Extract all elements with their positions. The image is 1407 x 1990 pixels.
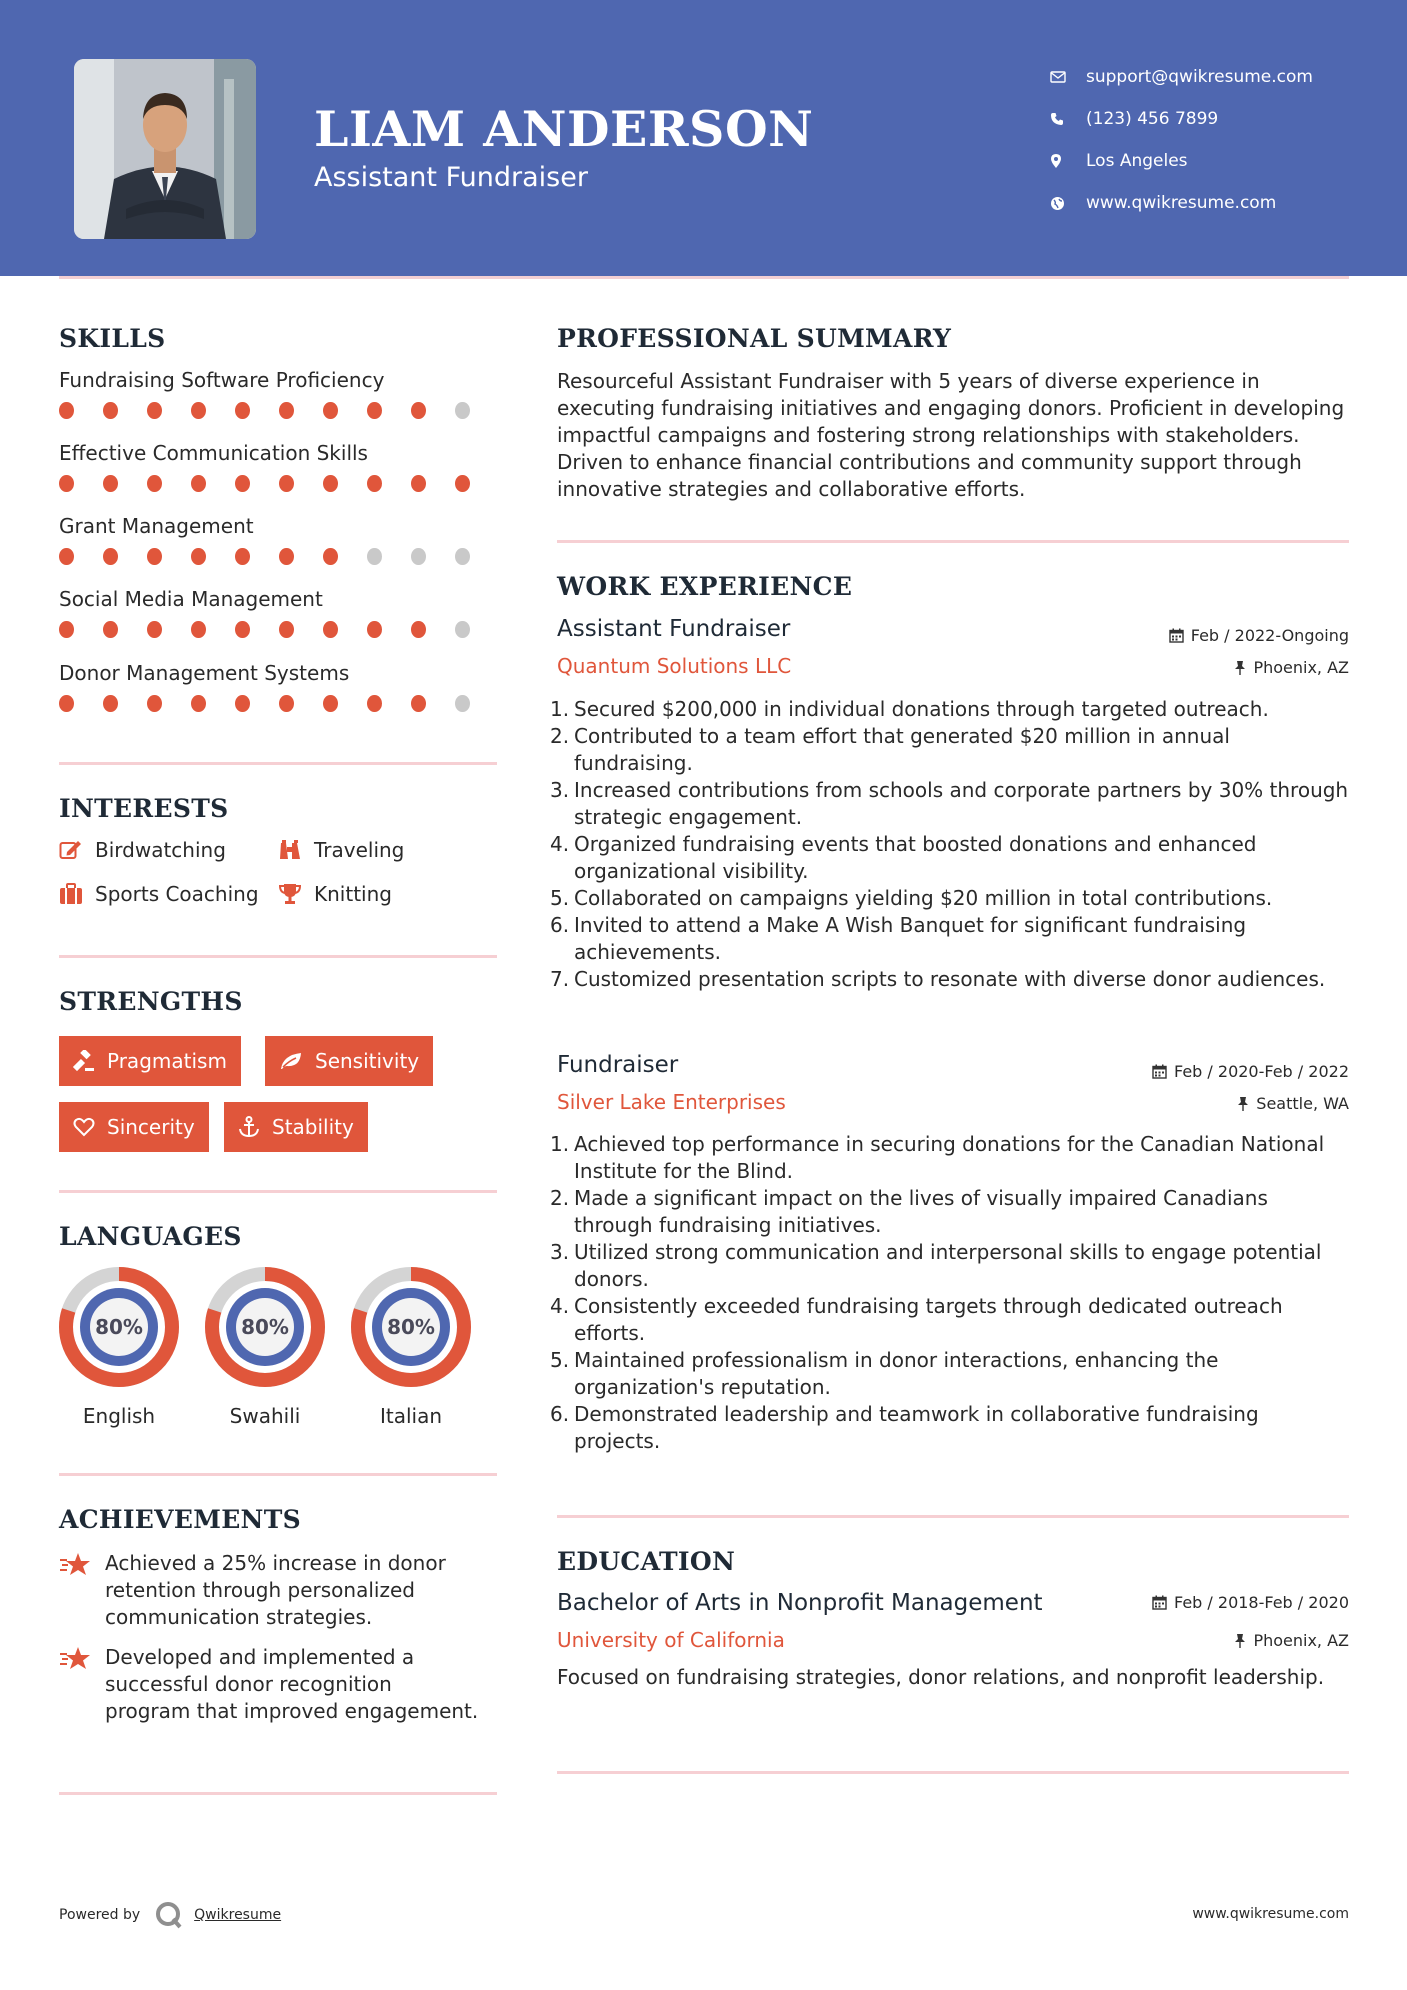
rating-dot-filled (367, 695, 382, 712)
calendar-icon (1152, 1064, 1167, 1079)
rating-dot-filled (235, 695, 250, 712)
achievement-text: Achieved a 25% increase in donor retention through personalized communication strategies. (105, 1551, 446, 1629)
rating-dot-filled (147, 402, 162, 419)
rating-dot-filled (279, 548, 294, 565)
rating-dot-filled (191, 548, 206, 565)
list-item: 6. Invited to attend a Make A Wish Banquet for significant fundraising achievements. (550, 913, 1247, 964)
star-icon (59, 1646, 91, 1672)
section-divider (557, 540, 1349, 543)
education-description: Focused on fundraising strategies, donor relations, and nonprofit leadership. (557, 1665, 1325, 1689)
rating-dot-filled (367, 621, 382, 638)
contact-phone[interactable] (1050, 98, 1313, 140)
skill-item (59, 514, 499, 565)
language-ring (350, 1266, 472, 1388)
job-title: Assistant Fundraiser (557, 616, 791, 642)
list-item: 5. Collaborated on campaigns yielding $20 million in total contributions. (550, 886, 1273, 910)
briefcase-icon (59, 883, 83, 905)
degree-title: Bachelor of Arts in Nonprofit Management (557, 1590, 1043, 1616)
qwikresume-link[interactable]: Qwikresume (194, 1907, 282, 1923)
leaf-icon (279, 1051, 303, 1071)
star-icon (59, 1552, 91, 1578)
languages-heading: LANGUAGES (59, 1222, 242, 1251)
language-item (204, 1266, 326, 1428)
binoculars-icon (278, 839, 302, 861)
section-divider (557, 1515, 1349, 1518)
rating-dot-filled (235, 621, 250, 638)
rating-dot-filled (147, 695, 162, 712)
rating-dot-filled (367, 475, 382, 492)
rating-dot-filled (147, 475, 162, 492)
strength-badge (59, 1036, 241, 1086)
rating-dot-filled (103, 695, 118, 712)
skill-name: Effective Communication Skills (59, 441, 368, 465)
rating-dot-filled (103, 621, 118, 638)
rating-dot-filled (147, 548, 162, 565)
pushpin-icon (1234, 660, 1246, 675)
rating-dot-filled (279, 402, 294, 419)
rating-dot-filled (191, 475, 206, 492)
footer-powered-by (59, 1900, 281, 1930)
company-name: Quantum Solutions LLC (557, 654, 792, 678)
summary-heading: PROFESSIONAL SUMMARY (557, 324, 952, 353)
rating-dot-filled (59, 621, 74, 638)
phone-icon (1050, 112, 1086, 126)
contact-list (1050, 56, 1313, 224)
skill-rating (59, 402, 499, 419)
globe-icon (1050, 196, 1086, 211)
strength-badge (59, 1102, 209, 1152)
job-bullets (550, 1131, 1350, 1455)
education-location (1234, 1631, 1349, 1650)
contact-website[interactable] (1050, 182, 1313, 224)
language-ring (204, 1266, 326, 1388)
rating-dot-filled (411, 621, 426, 638)
rating-dot-filled (59, 475, 74, 492)
skill-item (59, 587, 499, 638)
experience-heading: WORK EXPERIENCE (557, 572, 853, 601)
rating-dot-filled (103, 402, 118, 419)
skill-name: Social Media Management (59, 587, 323, 611)
strengths-heading: STRENGTHS (59, 987, 243, 1016)
strength-label: Stability (272, 1115, 354, 1139)
strength-badge (224, 1102, 368, 1152)
language-name: Swahili (229, 1404, 301, 1428)
education-heading: EDUCATION (557, 1547, 736, 1576)
rating-dot-empty (455, 695, 470, 712)
contact-email[interactable] (1050, 56, 1313, 98)
rating-dot-filled (103, 548, 118, 565)
rating-dot-filled (323, 548, 338, 565)
list-item: 7. Customized presentation scripts to resonate with diverse donor audiences. (550, 967, 1326, 991)
list-item: 3. Utilized strong communication and interpersonal skills to engage potential donors. (550, 1240, 1322, 1291)
skill-name: Grant Management (59, 514, 254, 538)
list-item: 4. Organized fundraising events that boosted donations and enhanced organizational visibility. (550, 832, 1257, 883)
skill-item (59, 441, 499, 492)
achievement-text: Developed and implemented a successful donor recognition program that improved engagement. (105, 1645, 479, 1723)
rating-dot-filled (103, 475, 118, 492)
section-divider (59, 1190, 497, 1193)
rating-dot-filled (411, 402, 426, 419)
rating-dot-filled (323, 621, 338, 638)
interest-item (278, 882, 392, 906)
rating-dot-filled (191, 402, 206, 419)
powered-by-label: Powered by (59, 1907, 141, 1923)
rating-dot-empty (367, 548, 382, 565)
rating-dot-filled (235, 548, 250, 565)
rating-dot-filled (147, 621, 162, 638)
job-bullets (550, 696, 1350, 993)
contact-location-text: Los Angeles (1086, 151, 1188, 171)
school-name: University of California (557, 1628, 785, 1652)
job-location-text: Seattle, WA (1256, 1094, 1349, 1113)
rating-dot-filled (235, 402, 250, 419)
list-item: 4. Consistently exceeded fundraising targets through dedicated outreach efforts. (550, 1294, 1283, 1345)
skill-item (59, 661, 499, 712)
list-item: 5. Maintained professionalism in donor interactions, enhancing the organization's reputation. (550, 1348, 1219, 1399)
rating-dot-filled (323, 695, 338, 712)
list-item: 3. Increased contributions from schools and corporate partners by 30% through strategic engagement. (550, 778, 1349, 829)
pencil-square-icon (59, 839, 83, 861)
section-divider (59, 1792, 497, 1795)
footer-website[interactable]: www.qwikresume.com (1192, 1906, 1349, 1922)
heart-icon (73, 1117, 95, 1137)
candidate-name: LIAM ANDERSON (314, 100, 814, 158)
skill-item (59, 368, 499, 419)
company-name: Silver Lake Enterprises (557, 1090, 786, 1114)
job-location-text: Phoenix, AZ (1253, 658, 1349, 677)
interest-label: Sports Coaching (95, 882, 259, 906)
envelope-icon (1050, 70, 1086, 84)
interest-label: Knitting (314, 882, 392, 906)
language-percent: 80% (95, 1315, 143, 1339)
language-item (58, 1266, 180, 1428)
rating-dot-empty (455, 621, 470, 638)
pushpin-icon (1234, 1633, 1246, 1648)
candidate-title: Assistant Fundraiser (314, 162, 588, 193)
skill-rating (59, 695, 499, 712)
rating-dot-filled (411, 695, 426, 712)
rating-dot-filled (235, 475, 250, 492)
list-item: 2. Contributed to a team effort that generated $20 million in annual fundraising. (550, 724, 1230, 775)
rating-dot-filled (323, 475, 338, 492)
rating-dot-filled (411, 475, 426, 492)
achievement-item (59, 1644, 479, 1725)
section-divider (59, 762, 497, 765)
skills-heading: SKILLS (59, 324, 166, 353)
rating-dot-filled (191, 695, 206, 712)
pushpin-icon (1237, 1096, 1249, 1111)
summary-text: Resourceful Assistant Fundraiser with 5 years of diverse experience in executing fundraising initiatives and engaging donors. Proficient in developing impactful campaigns and fostering strong relationships with stakeholders. Driven to enhance financial contributions and community support through innovative strategies and collaborative efforts. (557, 369, 1345, 501)
skill-rating (59, 475, 499, 492)
language-ring (58, 1266, 180, 1388)
job-location (1237, 1094, 1349, 1113)
contact-website-text: www.qwikresume.com (1086, 193, 1277, 213)
skill-name: Donor Management Systems (59, 661, 350, 685)
language-item (350, 1266, 472, 1428)
language-name: English (82, 1404, 156, 1428)
rating-dot-empty (411, 548, 426, 565)
resume-header (0, 0, 1407, 276)
list-item: 1. Achieved top performance in securing donations for the Canadian National Institute for the Blind. (550, 1132, 1325, 1183)
rating-dot-filled (367, 402, 382, 419)
section-divider (59, 1473, 497, 1476)
strength-badge (265, 1036, 433, 1086)
trophy-icon (278, 883, 302, 905)
rating-dot-filled (455, 475, 470, 492)
job-dates (1152, 1062, 1349, 1081)
rating-dot-filled (323, 402, 338, 419)
interest-item (59, 838, 226, 862)
calendar-icon (1169, 628, 1184, 643)
qwikresume-logo-icon (154, 1900, 186, 1930)
calendar-icon (1152, 1595, 1167, 1610)
contact-location (1050, 140, 1313, 182)
contact-phone-text: (123) 456 7899 (1086, 109, 1219, 129)
job-title: Fundraiser (557, 1052, 679, 1078)
skill-rating (59, 621, 499, 638)
gavel-icon (73, 1050, 95, 1072)
interest-label: Traveling (314, 838, 405, 862)
job-dates (1169, 626, 1349, 645)
language-name: Italian (379, 1404, 443, 1428)
contact-email-text: support@qwikresume.com (1086, 67, 1313, 87)
rating-dot-filled (59, 402, 74, 419)
skill-rating (59, 548, 499, 565)
rating-dot-filled (279, 695, 294, 712)
education-dates-text: Feb / 2018-Feb / 2020 (1174, 1593, 1349, 1612)
map-pin-icon (1050, 153, 1086, 169)
strength-label: Sensitivity (315, 1049, 420, 1073)
interest-label: Birdwatching (95, 838, 226, 862)
rating-dot-empty (455, 402, 470, 419)
interest-item (278, 838, 404, 862)
interests-heading: INTERESTS (59, 794, 229, 823)
language-percent: 80% (241, 1315, 289, 1339)
rating-dot-filled (279, 475, 294, 492)
list-item: 6. Demonstrated leadership and teamwork in collaborative fundraising projects. (550, 1402, 1259, 1453)
achievements-heading: ACHIEVEMENTS (59, 1505, 301, 1534)
rating-dot-filled (59, 548, 74, 565)
section-divider (59, 955, 497, 958)
job-dates-text: Feb / 2022-Ongoing (1190, 626, 1349, 645)
interest-item (59, 882, 259, 906)
achievement-item (59, 1550, 479, 1631)
rating-dot-filled (279, 621, 294, 638)
strength-label: Sincerity (107, 1115, 195, 1139)
list-item: 2. Made a significant impact on the lives of visually impaired Canadians through fundraising initiatives. (550, 1186, 1268, 1237)
education-dates (1152, 1593, 1349, 1612)
job-dates-text: Feb / 2020-Feb / 2022 (1174, 1062, 1349, 1081)
skill-name: Fundraising Software Proficiency (59, 368, 385, 392)
rating-dot-filled (191, 621, 206, 638)
strength-label: Pragmatism (107, 1049, 227, 1073)
rating-dot-filled (59, 695, 74, 712)
profile-photo (74, 59, 256, 239)
list-item: 1. Secured $200,000 in individual donations through targeted outreach. (550, 697, 1269, 721)
job-location (1234, 658, 1349, 677)
header-divider (59, 276, 1349, 279)
language-percent: 80% (387, 1315, 435, 1339)
rating-dot-empty (455, 548, 470, 565)
anchor-icon (238, 1116, 260, 1138)
section-divider (557, 1771, 1349, 1774)
education-location-text: Phoenix, AZ (1253, 1631, 1349, 1650)
